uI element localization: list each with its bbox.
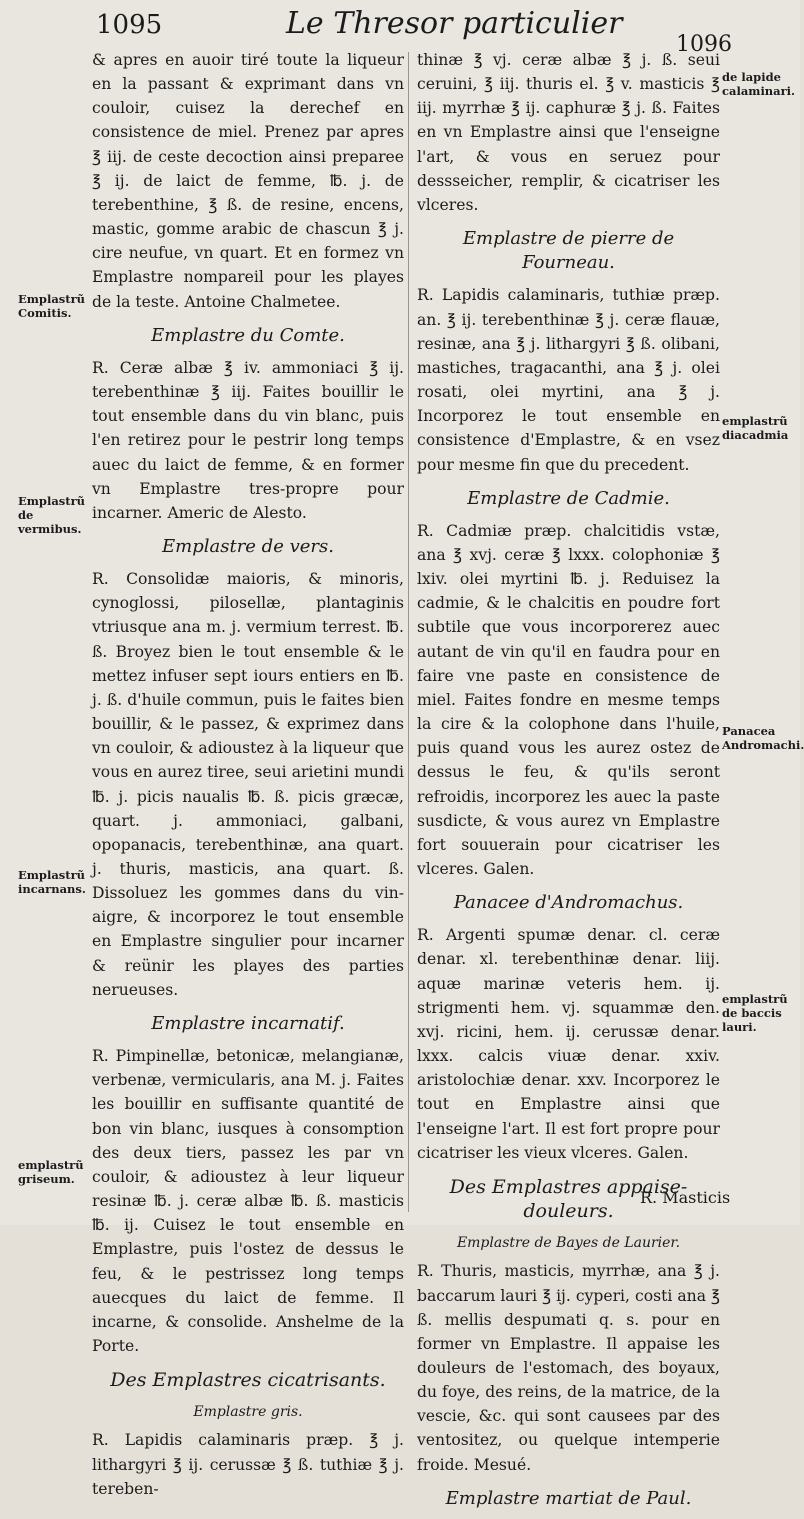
paragraph: R. Thuris, masticis, myrrhæ, ana ℥ j. baccarum lauri ℥ ij. cyperi, costi ana ℥ ß. mellis despumati q. s. pour en former vn Emplastre. Il appaise les douleurs de l'estomach, des boyaux, du foye, des reins, de la matrice, de la vescie, &c. qui sont causees par des ventositez, ou quelque intemperie froide. Mesué. bbox=[417, 1262, 720, 1474]
section-heading: Emplastre de vers. bbox=[162, 535, 334, 557]
margin-note: emplastrũ griseum. bbox=[18, 1158, 84, 1186]
section-heading: Emplastre de pierre de Fourneau. bbox=[462, 228, 675, 274]
margin-note: Emplastrũ de vermibus. bbox=[18, 494, 86, 536]
section-heading: Emplastre martiat de Paul. bbox=[445, 1487, 692, 1509]
section-heading: Des Emplastres appaise-douleurs. bbox=[449, 1175, 688, 1223]
margin-note: Emplastrũ Comitis. bbox=[18, 292, 86, 320]
section-heading: Panacee d'Andromachus. bbox=[453, 892, 684, 914]
paragraph: R. Pimpinellæ, betonicæ, melangianæ, verbenæ, vermicularis, ana M. j. Faites les bouillir en suffisante quantité de bon vin blanc, iusques à consomption des deux tiers, passez les par vn couloir, & adioustez à leur liqueur resinæ ℔. j. ceræ albæ ℔. ß. masticis ℔. ij. Cuisez le tout ensemble en Emplastre, puis l'ostez de dessus le feu, & le pestrissez long temps auecques du laict de femme. Il incarne, & consolide. Anshelme de la Porte. bbox=[92, 1047, 404, 1355]
margin-note: Emplastrũ incarnans. bbox=[18, 868, 86, 896]
subsection-heading: Emplastre de Bayes de Laurier. bbox=[456, 1235, 681, 1252]
margin-note: Panacea Andromachi. bbox=[722, 724, 804, 752]
subsection-heading: Emplastre gris. bbox=[193, 1404, 303, 1421]
section-heading: Emplastre incarnatif. bbox=[151, 1012, 345, 1034]
left-column bbox=[92, 48, 404, 1501]
margin-note: emplastrũ de baccis lauri. bbox=[722, 992, 788, 1034]
margin-note: de lapide calaminari. bbox=[722, 70, 796, 98]
section-heading: Des Emplastres cicatrisants. bbox=[110, 1369, 386, 1392]
right-column bbox=[417, 48, 720, 1519]
section-heading: Emplastre du Comte. bbox=[151, 324, 345, 346]
running-title: Le Thresor particulier bbox=[286, 6, 623, 41]
margin-note: emplastrũ diacadmia bbox=[722, 414, 789, 442]
paragraph: & apres en auoir tiré toute la liqueur en la passant & exprimant dans vn couloir, cuisez la derechef en consistence de miel. Prenez par apres ℥ iij. de ceste decoction ainsi preparee ℥ ij. de laict de femme, ℔. j. de terebenthine, ℥ ß. de resine, encens, mastic, gomme arabic de chascun ℥ j. cire neufue, vn quart. Et en formez vn Emplastre nompareil pour les playes de la teste. Antoine Chalmetee. bbox=[92, 51, 404, 311]
right-page-number: 1096 bbox=[676, 32, 732, 57]
paragraph: thinæ ℥ vj. ceræ albæ ℥ j. ß. seui ceruini, ℥ iij. thuris el. ℥ v. masticis ℥ iij. myrrhæ ℥ ij. caphuræ ℥ j. ß. Faites en vn Emplastre ainsi que l'enseigne l'art, & vous en seruez pour dessseicher, remplir, & cicatriser les vlceres. bbox=[417, 51, 720, 214]
paragraph: R. Argenti spumæ denar. cl. ceræ denar. xl. terebenthinæ denar. liij. aquæ marinæ veteris hem. ij. strigmenti hem. vj. squammæ den. xvj. ricini, hem. ij. cerussæ denar. lxxx. calcis viuæ denar. xxiv. aristolochiæ denar. xxv. Incorporez le tout en Emplastre ainsi que l'enseigne l'art. Il est fort propre pour cicatriser les vieux vlceres. Galen. bbox=[417, 926, 720, 1162]
paragraph: R. Consolidæ maioris, & minoris, cynoglossi, pilosellæ, plantaginis vtriusque ana m. j. vermium terrest. ℔. ß. Broyez bien le tout ensemble & le mettez infuser sept iours entiers en ℔. j. ß. d'huile commun, puis le faites bien bouillir, & le passez, & exprimez dans vn couloir, & adioustez à la liqueur que vous en aurez tiree, seui arietini mundi ℔. j. picis naualis ℔. ß. picis græcæ, quart. j. ammoniaci, galbani, opopanacis, terebenthinæ, ana quart. j. thuris, masticis, ana quart. ß. Dissoluez les gommes dans du vin-aigre, & incorporez le tout ensemble en Emplastre singulier pour incarner & reünir les playes des parties nerueuses. bbox=[92, 570, 404, 999]
column-divider bbox=[408, 52, 409, 1212]
page-header bbox=[0, 6, 800, 57]
paragraph: R. Lapidis calaminaris, tuthiæ præp. an. ℥ ij. terebenthinæ ℥ j. ceræ flauæ, resinæ, ana ℥ j. lithargyri ℥ ß. olibani, mastiches, tragacanthi, ana ℥ j. olei rosati, olei myrtini, ana ℥ j. Incorporez le tout ensemble en consistence d'Emplastre, & en vsez pour mesme fin que du precedent. bbox=[417, 286, 720, 474]
paragraph: R. Cadmiæ præp. chalcitidis vstæ, ana ℥ xvj. ceræ ℥ lxxx. colophoniæ ℥ lxiv. olei myrtini ℔. j. Reduisez la cadmie, & le chalcitis en poudre fort subtile que vous incorporerez auec autant de vin qu'il en faudra pour en faire vne paste en consistence de miel. Faites fondre en mesme temps la cire & la colophone dans l'huile, puis quand vous les aurez ostez de dessus le feu, & qu'ils seront refroidis, incorporez les auec la paste susdicte, & vous aurez vn Emplastre fort souuerain pour cicatriser les vlceres. Galen. bbox=[417, 521, 720, 878]
section-heading: Emplastre de Cadmie. bbox=[467, 487, 670, 509]
paragraph: R. Lapidis calaminaris præp. ℥ j. lithargyri ℥ ij. cerussæ ℥ ß. tuthiæ ℥ j. tereben- bbox=[92, 1431, 404, 1498]
left-page-number: 1095 bbox=[96, 10, 163, 40]
paragraph: R. Ceræ albæ ℥ iv. ammoniaci ℥ ij. terebenthinæ ℥ iij. Faites bouillir le tout ensemble dans du vin blanc, puis l'en retirez pour le pestrir long temps auec du laict de femme, & en former vn Emplastre tres-propre pour incarner. Americ de Alesto. bbox=[92, 358, 404, 522]
catchword: R. Masticis bbox=[640, 1188, 731, 1207]
